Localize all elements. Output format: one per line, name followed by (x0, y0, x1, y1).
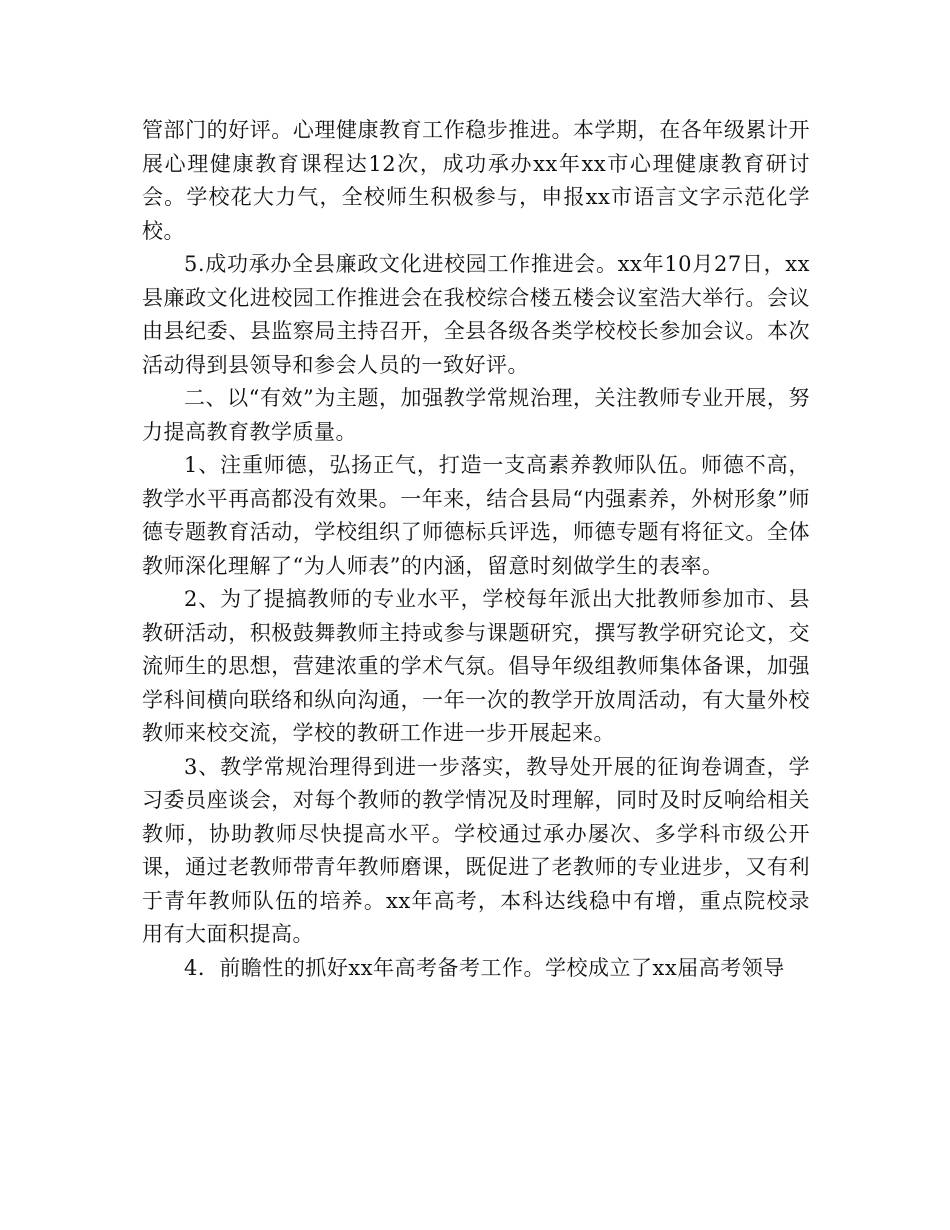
paragraph-item-4: 4．前瞻性的抓好xx年高考备考工作。学校成立了xx届高考领导 (184, 955, 785, 980)
section-heading-2: 二、以“有效”为主题，加强教学常规治理，关注教师专业开展，努力提高教育教学质量。 (142, 386, 810, 444)
document-body (142, 114, 810, 985)
paragraph-item-2: 2、为了提搞教师的专业水平，学校每年派出大批教师参加市、县教研活动，积极鼓舞教师主持或参与课题研究，撰写教学研究论文，交流师生的思想，营建浓重的学术气氛。倡导年级组教师集体备课，加强学科间横向联络和纵向沟通，一年一次的教学开放周活动，有大量外校教师来校交流，学校的教研工作进一步开展起来。 (142, 587, 810, 745)
paragraph-item-1: 1、注重师德，弘扬正气，打造一支高素养教师队伍。师德不高，教学水平再高都没有效果。一年来，结合县局“内强素养，外树形象”师德专题教育活动，学校组织了师德标兵评选，师德专题有将征文。全体教师深化理解了“为人师表”的内涵，留意时刻做学生的表率。 (142, 453, 810, 578)
paragraph-item-5: 5.成功承办全县廉政文化进校园工作推进会。xx年10月27日，xx县廉政文化进校园工作推进会在我校综合楼五楼会议室浩大举行。会议由县纪委、县监察局主持召开，全县各级各类学校校长参加会议。本次活动得到县领导和参会人员的一致好评。 (142, 252, 810, 377)
paragraph-continuation: 管部门的好评。心理健康教育工作稳步推进。本学期，在各年级累计开展心理健康教育课程达12次，成功承办xx年xx市心理健康教育研讨会。学校花大力气，全校师生积极参与，申报xx市语言文字示范化学校。 (142, 118, 810, 243)
paragraph-item-3: 3、教学常规治理得到进一步落实，教导处开展的征询卷调查，学习委员座谈会，对每个教师的教学情况及时理解，同时及时反响给相关教师，协助教师尽快提高水平。学校通过承办屡次、多学科市级公开课，通过老教师带青年教师磨课，既促进了老教师的专业进步，又有利于青年教师队伍的培养。xx年高考，本科达线稳中有增，重点院校录用有大面积提高。 (142, 754, 810, 946)
